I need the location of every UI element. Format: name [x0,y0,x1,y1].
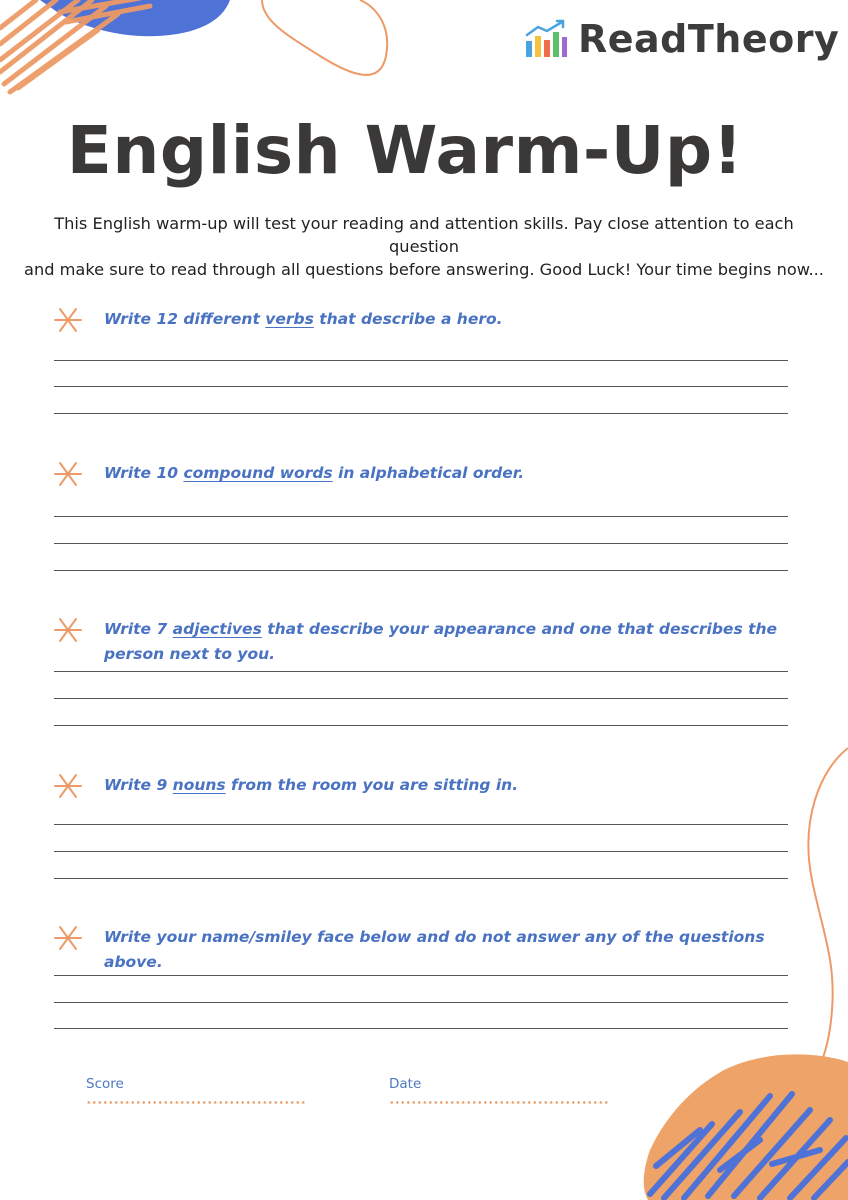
top-left-blue-blob [40,0,230,36]
intro-line-1: This English warm-up will test your reading and attention skills. Pay close attention to each question [54,214,794,256]
key-term: adjectives [172,620,262,638]
key-term: verbs [265,310,314,328]
question-3 [52,614,788,663]
asterisk-bullet-icon [52,614,84,646]
score-label: Score [86,1076,124,1092]
key-term: nouns [172,776,226,794]
asterisk-bullet-icon [52,304,84,336]
score-field[interactable] [86,1076,306,1104]
question-5 [52,922,788,971]
question-2 [52,458,788,498]
top-left-orange-scribble [0,0,150,92]
answer-line[interactable] [54,725,788,726]
question-text: Write 7 adjectives that describe your appearance and one that describes the person next to you. [104,620,778,663]
answer-line[interactable] [54,1002,788,1003]
intro-paragraph [22,212,826,281]
answer-line[interactable] [54,1028,788,1029]
answer-line[interactable] [54,851,788,852]
question-4 [52,770,788,810]
answer-line[interactable] [54,570,788,571]
date-dotted-line[interactable] [389,1101,609,1104]
question-text: Write your name/smiley face below and do not answer any of the questions above. [104,928,765,971]
answer-line[interactable] [54,975,788,976]
date-field[interactable] [389,1076,609,1104]
answer-line[interactable] [54,698,788,699]
bar-chart-logo-icon [524,19,568,59]
intro-line-2: and make sure to read through all questions before answering. Good Luck! Your time begins now... [24,260,824,279]
question-text: Write 12 different verbs that describe a hero. [104,310,503,328]
top-orange-loop-line [262,0,387,75]
asterisk-bullet-icon [52,770,84,802]
asterisk-bullet-icon [52,922,84,954]
bottom-right-blue-scribble [650,1094,848,1198]
readtheory-logo [524,14,839,64]
answer-line[interactable] [54,516,788,517]
right-orange-curve-line [808,748,848,1060]
question-text: Write 10 compound words in alphabetical order. [104,464,525,482]
answer-line[interactable] [54,824,788,825]
question-1 [52,304,788,344]
answer-line[interactable] [54,360,788,361]
page-title: English Warm-Up! [66,112,744,189]
score-dotted-line[interactable] [86,1101,306,1104]
answer-line[interactable] [54,671,788,672]
key-term: compound words [183,464,333,482]
answer-line[interactable] [54,386,788,387]
answer-line[interactable] [54,878,788,879]
date-label: Date [389,1076,422,1092]
answer-line[interactable] [54,543,788,544]
bottom-right-orange-blob [644,1054,848,1200]
brand-name: ReadTheory [578,17,840,61]
asterisk-bullet-icon [52,458,84,490]
answer-line[interactable] [54,413,788,414]
question-text: Write 9 nouns from the room you are sitting in. [104,776,519,794]
